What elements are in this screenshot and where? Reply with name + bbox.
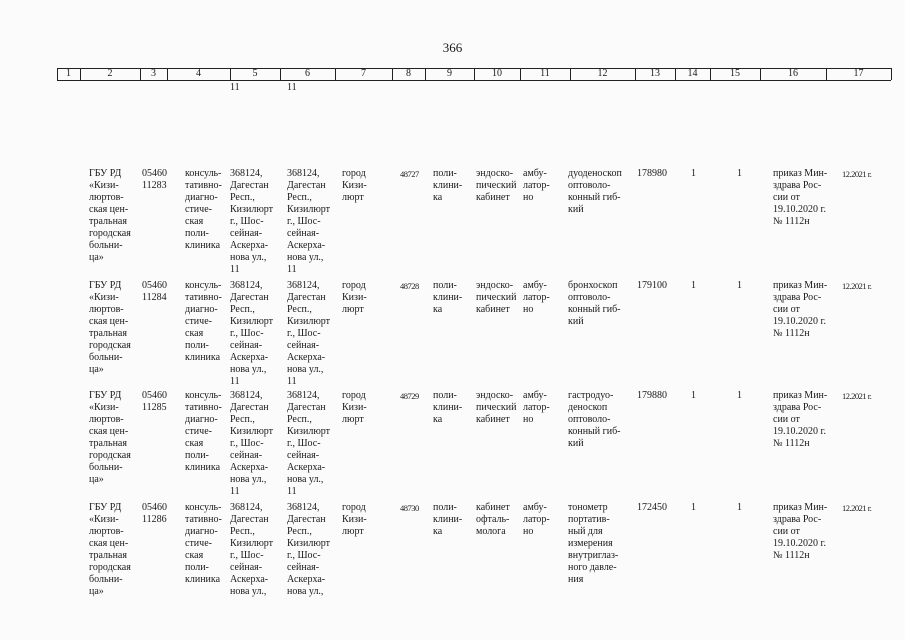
carryover-col5: 11 (230, 82, 240, 93)
cell-date: 12.2021 г. (842, 391, 872, 401)
cell-locality: город Кизи- люрт (342, 168, 367, 203)
cell-care: амбу- латор- но (523, 280, 550, 315)
cell-date: 12.2021 г. (842, 169, 872, 179)
cell-care: амбу- латор- но (523, 390, 550, 425)
cell-date: 12.2021 г. (842, 281, 872, 291)
cell-org: ГБУ РД «Кизи- люртов- ская цен- тральная городская больни- ца» (89, 280, 131, 375)
cell-care: амбу- латор- но (523, 168, 550, 203)
cell-addr1: 368124, Дагестан Респ., Кизилюрт г., Шос- сейная- Аскерха- нова ул., 11 (230, 168, 274, 275)
cell-org: ГБУ РД «Кизи- люртов- ская цен- тральная городская больни- ца» (89, 502, 131, 597)
cell-qty1: 1 (691, 502, 696, 513)
header-col-10: 10 (492, 68, 502, 79)
cell-equipment: гастродуо- деноскоп оптоволо- конный гиб- кий (568, 390, 621, 449)
cell-date: 12.2021 г. (842, 503, 872, 513)
cell-addr2: 368124, Дагестан Респ., Кизилюрт г., Шос- сейная- Аскерха- нова ул., (287, 502, 331, 597)
cell-addr1: 368124, Дагестан Респ., Кизилюрт г., Шос- сейная- Аскерха- нова ул., 11 (230, 280, 274, 387)
header-divider (891, 68, 892, 80)
header-col-8: 8 (406, 68, 411, 79)
header-col-5: 5 (252, 68, 258, 79)
page-number: 366 (442, 40, 463, 55)
cell-unit-type: консуль- тативно- диагно- стиче- ская поли- клиника (185, 390, 222, 473)
cell-dept: поли- клини- ка (433, 502, 463, 537)
cell-locality: город Кизи- люрт (342, 280, 367, 315)
cell-unit-type: консуль- тативно- диагно- стиче- ская поли- клиника (185, 280, 222, 363)
cell-locality: город Кизи- люрт (342, 502, 367, 537)
cell-qty1: 1 (691, 280, 696, 291)
cell-code2: 172450 (637, 502, 667, 513)
cell-qty2: 1 (737, 168, 742, 179)
cell-qty2: 1 (737, 502, 742, 513)
cell-addr2: 368124, Дагестан Респ., Кизилюрт г., Шос- сейная- Аскерха- нова ул., 11 (287, 390, 331, 497)
cell-dept: поли- клини- ка (433, 280, 463, 315)
header-col-16: 16 (788, 68, 798, 79)
cell-dept: поли- клини- ка (433, 390, 463, 425)
header-col-4: 4 (196, 68, 201, 79)
cell-dept: поли- клини- ка (433, 168, 463, 203)
cell-equipment: дуоденоскоп оптоволо- конный гиб- кий (568, 168, 622, 215)
cell-addr1: 368124, Дагестан Респ., Кизилюрт г., Шос- сейная- Аскерха- нова ул., (230, 502, 274, 597)
cell-id: 48729 (400, 391, 419, 401)
cell-id: 48730 (400, 503, 419, 513)
cell-code2: 179880 (637, 390, 667, 401)
cell-addr1: 368124, Дагестан Респ., Кизилюрт г., Шос- сейная- Аскерха- нова ул., 11 (230, 390, 274, 497)
cell-equipment: бронхоскоп оптоволо- конный гиб- кий (568, 280, 621, 327)
header-col-3: 3 (151, 68, 156, 79)
header-col-13: 13 (650, 68, 660, 79)
cell-org: ГБУ РД «Кизи- люртов- ская цен- тральная городская больни- ца» (89, 390, 131, 485)
cell-code: 05460 11284 (142, 280, 167, 303)
header-col-14: 14 (687, 68, 698, 79)
cell-qty2: 1 (737, 390, 742, 401)
carryover-col6: 11 (287, 82, 297, 93)
cell-basis: приказ Мин- здрава Рос- сии от 19.10.2020 г. № 1112н (773, 502, 828, 561)
cell-room: эндоско- пический кабинет (476, 280, 517, 315)
cell-qty1: 1 (691, 390, 696, 401)
header-col-9: 9 (447, 68, 452, 79)
cell-room: кабинет офталь- молога (476, 502, 510, 537)
cell-equipment: тонометр портатив- ный для измерения внутриглаз- ного давле- ния (568, 502, 619, 585)
header-col-2: 2 (107, 68, 113, 79)
cell-basis: приказ Мин- здрава Рос- сии от 19.10.2020 г. № 1112н (773, 168, 828, 227)
header-col-6: 6 (305, 68, 310, 79)
cell-code2: 179100 (637, 280, 667, 291)
cell-code: 05460 11285 (142, 390, 167, 413)
cell-unit-type: консуль- тативно- диагно- стиче- ская поли- клиника (185, 502, 222, 585)
cell-code: 05460 11286 (142, 502, 167, 525)
cell-room: эндоско- пический кабинет (476, 168, 517, 203)
header-col-11: 11 (540, 68, 550, 79)
cell-addr2: 368124, Дагестан Респ., Кизилюрт г., Шос- сейная- Аскерха- нова ул., 11 (287, 168, 331, 275)
header-bottom-rule (57, 80, 891, 81)
cell-code: 05460 11283 (142, 168, 167, 191)
cell-basis: приказ Мин- здрава Рос- сии от 19.10.2020 г. № 1112н (773, 280, 828, 339)
cell-qty2: 1 (737, 280, 742, 291)
header-col-12: 12 (597, 68, 608, 79)
cell-basis: приказ Мин- здрава Рос- сии от 19.10.2020 г. № 1112н (773, 390, 828, 449)
header-col-15: 15 (730, 68, 740, 79)
cell-code2: 178980 (637, 168, 667, 179)
cell-id: 48728 (400, 281, 419, 291)
cell-unit-type: консуль- тативно- диагно- стиче- ская поли- клиника (185, 168, 222, 251)
header-col-7: 7 (361, 68, 366, 79)
header-col-17: 17 (853, 68, 864, 79)
header-col-1: 1 (66, 68, 71, 79)
cell-id: 48727 (400, 169, 419, 179)
cell-qty1: 1 (691, 168, 696, 179)
cell-addr2: 368124, Дагестан Респ., Кизилюрт г., Шос- сейная- Аскерха- нова ул., 11 (287, 280, 331, 387)
cell-org: ГБУ РД «Кизи- люртов- ская цен- тральная городская больни- ца» (89, 168, 131, 263)
cell-room: эндоско- пический кабинет (476, 390, 517, 425)
cell-locality: город Кизи- люрт (342, 390, 367, 425)
cell-care: амбу- латор- но (523, 502, 550, 537)
